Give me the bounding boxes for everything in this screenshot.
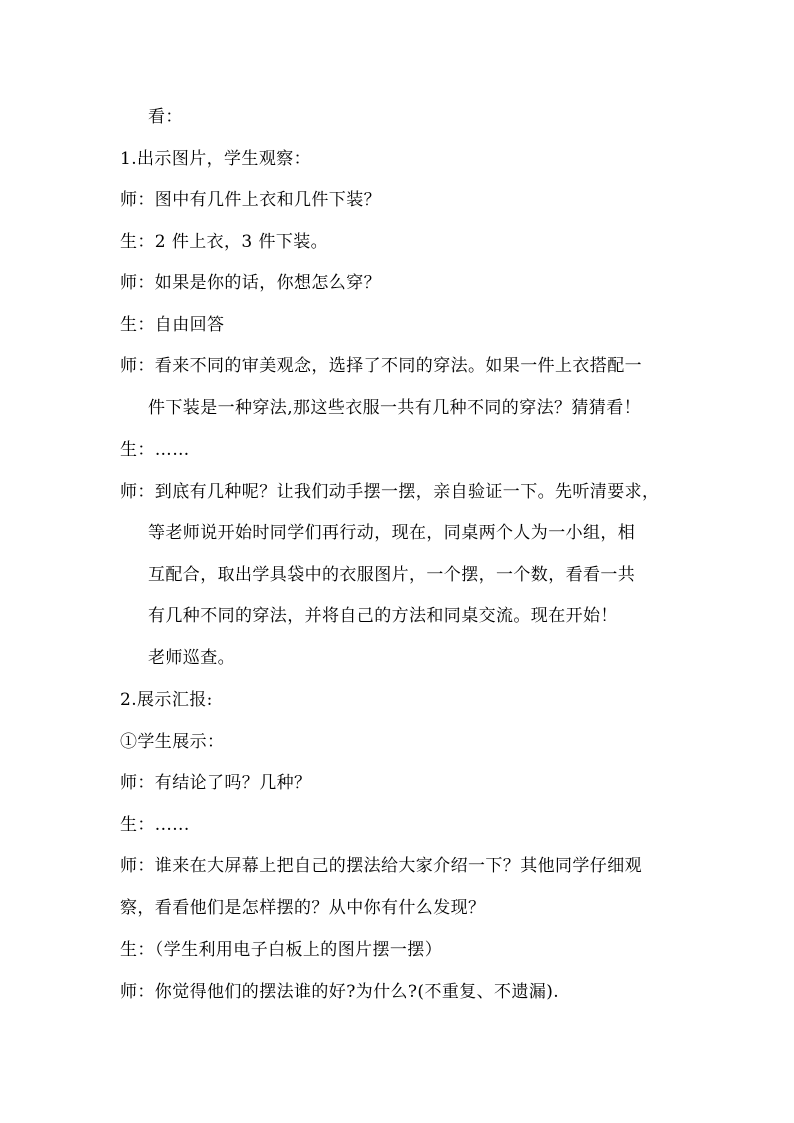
student-line: 生：…… xyxy=(120,440,190,460)
subsection-heading-student-show: ①学生展示： xyxy=(120,732,225,752)
stage-direction-line: 老师巡查。 xyxy=(148,648,235,668)
teacher-line: 师：到底有几种呢？让我们动手摆一摆，亲自验证一下。先听清要求， xyxy=(120,482,660,502)
teacher-line-continued: 件下装是一种穿法,那这些衣服一共有几种不同的穿法？猜猜看！ xyxy=(148,398,642,418)
teacher-line: 师：谁来在大屏幕上把自己的摆法给大家介绍一下？其他同学仔细观 xyxy=(120,856,642,876)
teacher-line: 师：图中有几件上衣和几件下装？ xyxy=(120,190,381,210)
teacher-line: 师：有结论了吗？几种？ xyxy=(120,773,312,793)
teacher-line: 师：看来不同的审美观念，选择了不同的穿法。如果一件上衣搭配一 xyxy=(120,356,642,376)
teacher-line-continued: 察，看看他们是怎样摆的？从中你有什么发现？ xyxy=(120,898,486,918)
teacher-line: 师：如果是你的话，你想怎么穿？ xyxy=(120,273,381,293)
section-heading-show-picture: 1.出示图片，学生观察： xyxy=(120,149,312,169)
teacher-line-continued: 等老师说开始时同学们再行动，现在，同桌两个人为一小组，相 xyxy=(148,523,636,543)
student-line: 生：...... xyxy=(120,815,190,835)
teacher-line: 师：你觉得他们的摆法谁的好?为什么?(不重复、不遗漏). xyxy=(120,982,560,1002)
teacher-line-continued: 有几种不同的穿法，并将自己的方法和同桌交流。现在开始！ xyxy=(148,606,618,626)
text-line-look: 看： xyxy=(148,107,183,127)
student-line: 生：自由回答 xyxy=(120,315,225,335)
student-line: 生：2 件上衣，3 件下装。 xyxy=(120,232,329,252)
teacher-line-continued: 互配合，取出学具袋中的衣服图片，一个摆，一个数，看看一共 xyxy=(148,565,636,585)
student-line: 生：（学生利用电子白板上的图片摆一摆） xyxy=(120,940,443,960)
section-heading-report: 2.展示汇报: xyxy=(120,690,213,710)
